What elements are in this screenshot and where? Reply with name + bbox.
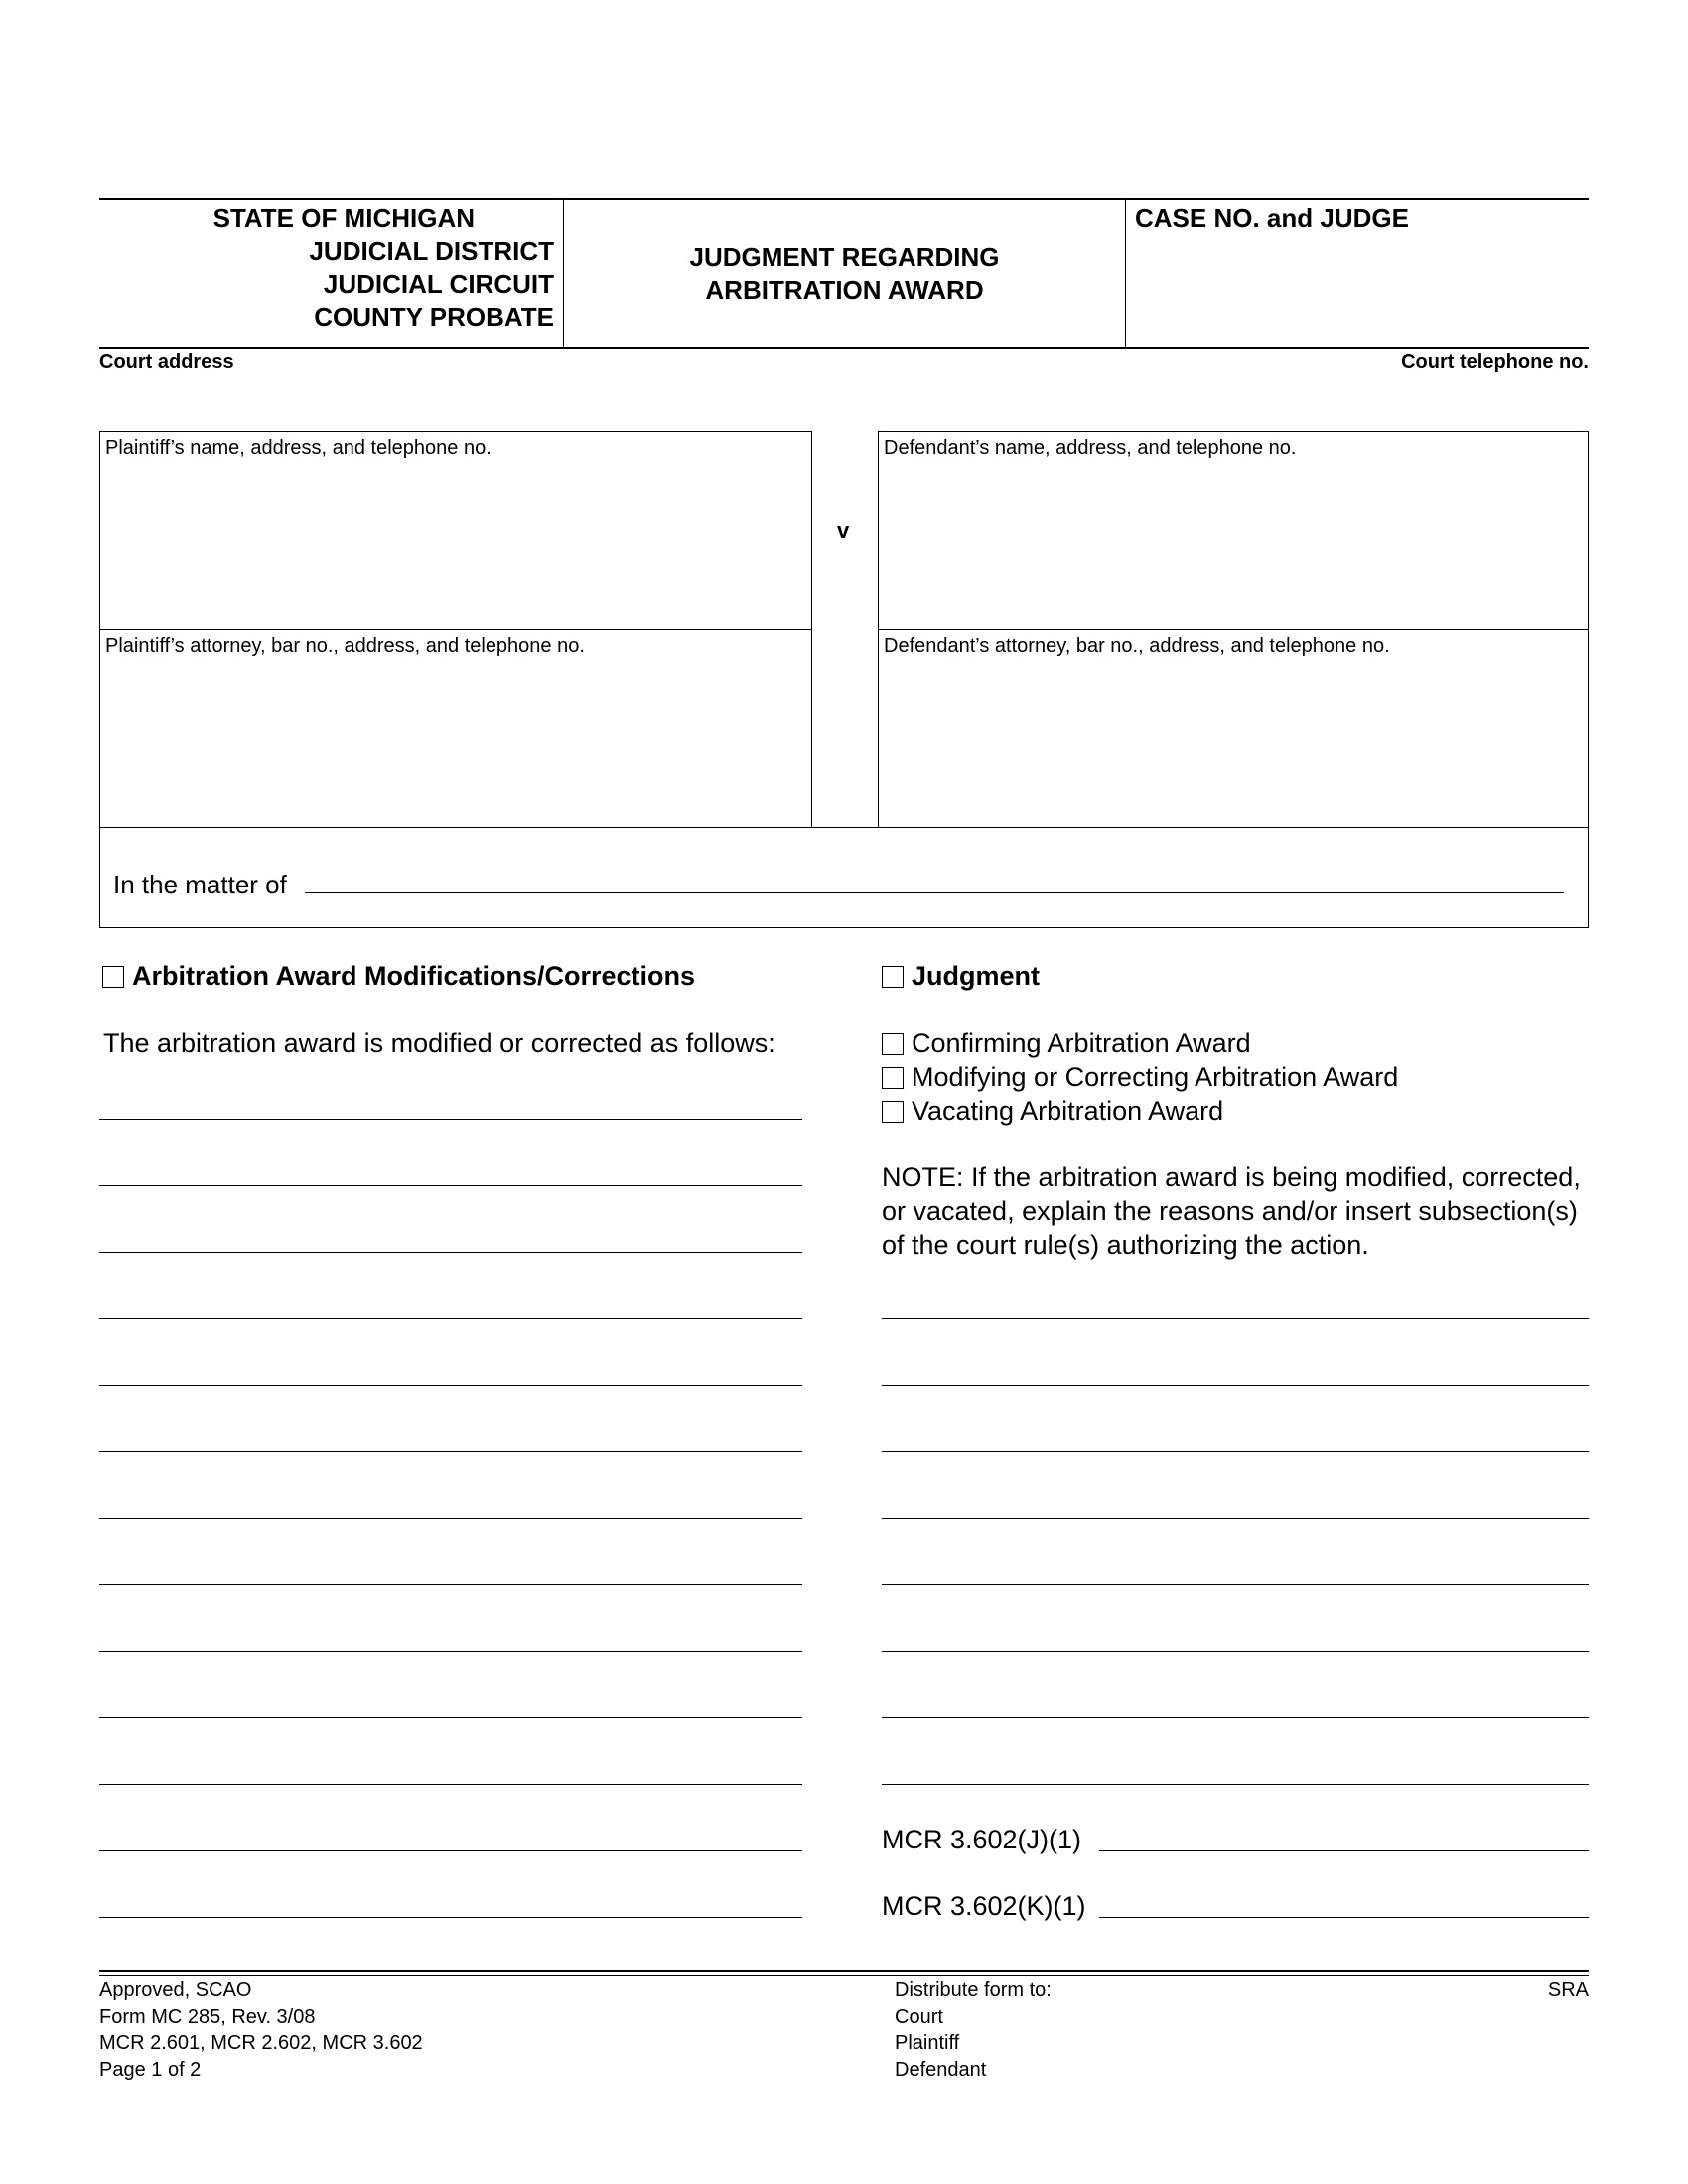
court-line: COUNTY PROBATE: [314, 302, 554, 332]
modification-line[interactable]: [99, 1185, 802, 1186]
modifications-heading-label: Arbitration Award Modifications/Corrections: [132, 961, 696, 991]
mcr-k-label: MCR 3.602(K)(1): [882, 1891, 1086, 1921]
footer-distribution: [895, 1978, 1052, 2083]
versus-label: v: [837, 518, 850, 543]
defendant-attorney-field[interactable]: [878, 629, 1589, 828]
footer-line: Distribute form to:: [895, 1979, 1052, 2001]
judgment-option-vacating[interactable]: [882, 1094, 1223, 1128]
footer-line: Defendant: [895, 2058, 987, 2081]
in-the-matter-input-line[interactable]: [305, 892, 1564, 893]
case-no-label: CASE NO. and JUDGE: [1135, 204, 1409, 233]
modification-line[interactable]: [99, 1651, 802, 1652]
modifications-intro: The arbitration award is modified or corrected as follows:: [103, 1028, 775, 1058]
reason-line[interactable]: [882, 1784, 1589, 1785]
header-bottom-rule: [99, 347, 1589, 349]
footer-form-info: [99, 1978, 423, 2083]
modifying-checkbox[interactable]: [882, 1067, 904, 1089]
defendant-field-label: Defendant’s name, address, and telephone no.: [884, 437, 1297, 459]
reason-line[interactable]: [882, 1518, 1589, 1519]
plaintiff-attorney-field-label: Plaintiff’s attorney, bar no., address, and telephone no.: [105, 635, 585, 657]
footer-line: Form MC 285, Rev. 3/08: [99, 2005, 316, 2028]
reason-line[interactable]: [882, 1451, 1589, 1452]
modification-line[interactable]: [99, 1318, 802, 1319]
judgment-option-confirming[interactable]: [882, 1026, 1251, 1060]
plaintiff-field-label: Plaintiff’s name, address, and telephone no.: [105, 437, 492, 459]
defendant-attorney-field-label: Defendant’s attorney, bar no., address, and telephone no.: [884, 635, 1390, 657]
judgment-note: [882, 1160, 1597, 1262]
mcr-j-input-line[interactable]: [1099, 1850, 1589, 1851]
modification-line[interactable]: [99, 1252, 802, 1253]
modification-line[interactable]: [99, 1518, 802, 1519]
modifications-heading[interactable]: [102, 959, 695, 993]
reason-line[interactable]: [882, 1318, 1589, 1319]
reason-line[interactable]: [882, 1584, 1589, 1585]
confirming-checkbox[interactable]: [882, 1033, 904, 1055]
modifications-checkbox[interactable]: [102, 966, 124, 988]
modification-line[interactable]: [99, 1784, 802, 1785]
modification-line[interactable]: [99, 1451, 802, 1452]
court-address-label: Court address: [99, 351, 234, 373]
modification-line[interactable]: [99, 1850, 802, 1851]
note-line: NOTE: If the arbitration award is being modified, corrected,: [882, 1162, 1581, 1192]
note-line: or vacated, explain the reasons and/or insert subsection(s): [882, 1196, 1578, 1226]
mcr-j-label: MCR 3.602(J)(1): [882, 1825, 1082, 1854]
footer-line: MCR 2.601, MCR 2.602, MCR 3.602: [99, 2032, 423, 2054]
reason-line[interactable]: [882, 1651, 1589, 1652]
modification-line[interactable]: [99, 1119, 802, 1120]
judgment-checkbox[interactable]: [882, 966, 904, 988]
header-top-rule: [99, 198, 1589, 200]
plaintiff-attorney-field[interactable]: [99, 629, 812, 828]
modification-line[interactable]: [99, 1584, 802, 1585]
judgment-heading-label: Judgment: [912, 961, 1041, 991]
form-title-line: JUDGMENT REGARDING: [689, 242, 1000, 272]
mcr-k-input-line[interactable]: [1099, 1917, 1589, 1918]
court-telephone-label: Court telephone no.: [1401, 351, 1589, 373]
note-line: of the court rule(s) authorizing the action.: [882, 1230, 1369, 1260]
court-line: STATE OF MICHIGAN: [212, 204, 475, 233]
footer-code: SRA: [1547, 1979, 1589, 2001]
defendant-field[interactable]: [878, 431, 1589, 630]
judgment-heading[interactable]: [882, 959, 1040, 993]
footer-rule-thick: [99, 1970, 1589, 1972]
judgment-option-modifying[interactable]: [882, 1060, 1398, 1094]
vacating-label: Vacating Arbitration Award: [912, 1096, 1224, 1126]
vacating-checkbox[interactable]: [882, 1101, 904, 1123]
footer-rule-thin: [99, 1975, 1589, 1976]
footer-line: Page 1 of 2: [99, 2058, 202, 2081]
in-the-matter-label: In the matter of: [113, 870, 287, 899]
modification-line[interactable]: [99, 1717, 802, 1718]
reason-line[interactable]: [882, 1717, 1589, 1718]
modification-line[interactable]: [99, 1385, 802, 1386]
confirming-label: Confirming Arbitration Award: [912, 1028, 1251, 1058]
court-line: JUDICIAL CIRCUIT: [323, 269, 554, 299]
court-line: JUDICIAL DISTRICT: [309, 236, 554, 266]
court-designation: [99, 203, 554, 334]
footer-line: Approved, SCAO: [99, 1979, 252, 2001]
modification-line[interactable]: [99, 1917, 802, 1918]
form-title-line: ARBITRATION AWARD: [705, 275, 984, 305]
plaintiff-field[interactable]: [99, 431, 812, 630]
modifying-label: Modifying or Correcting Arbitration Award: [912, 1062, 1399, 1092]
footer-line: Court: [895, 2005, 943, 2028]
form-title: [564, 241, 1125, 307]
header-divider-right: [1125, 199, 1126, 348]
reason-line[interactable]: [882, 1385, 1589, 1386]
in-the-matter-box: [99, 827, 1589, 928]
footer-line: Plaintiff: [895, 2032, 960, 2054]
